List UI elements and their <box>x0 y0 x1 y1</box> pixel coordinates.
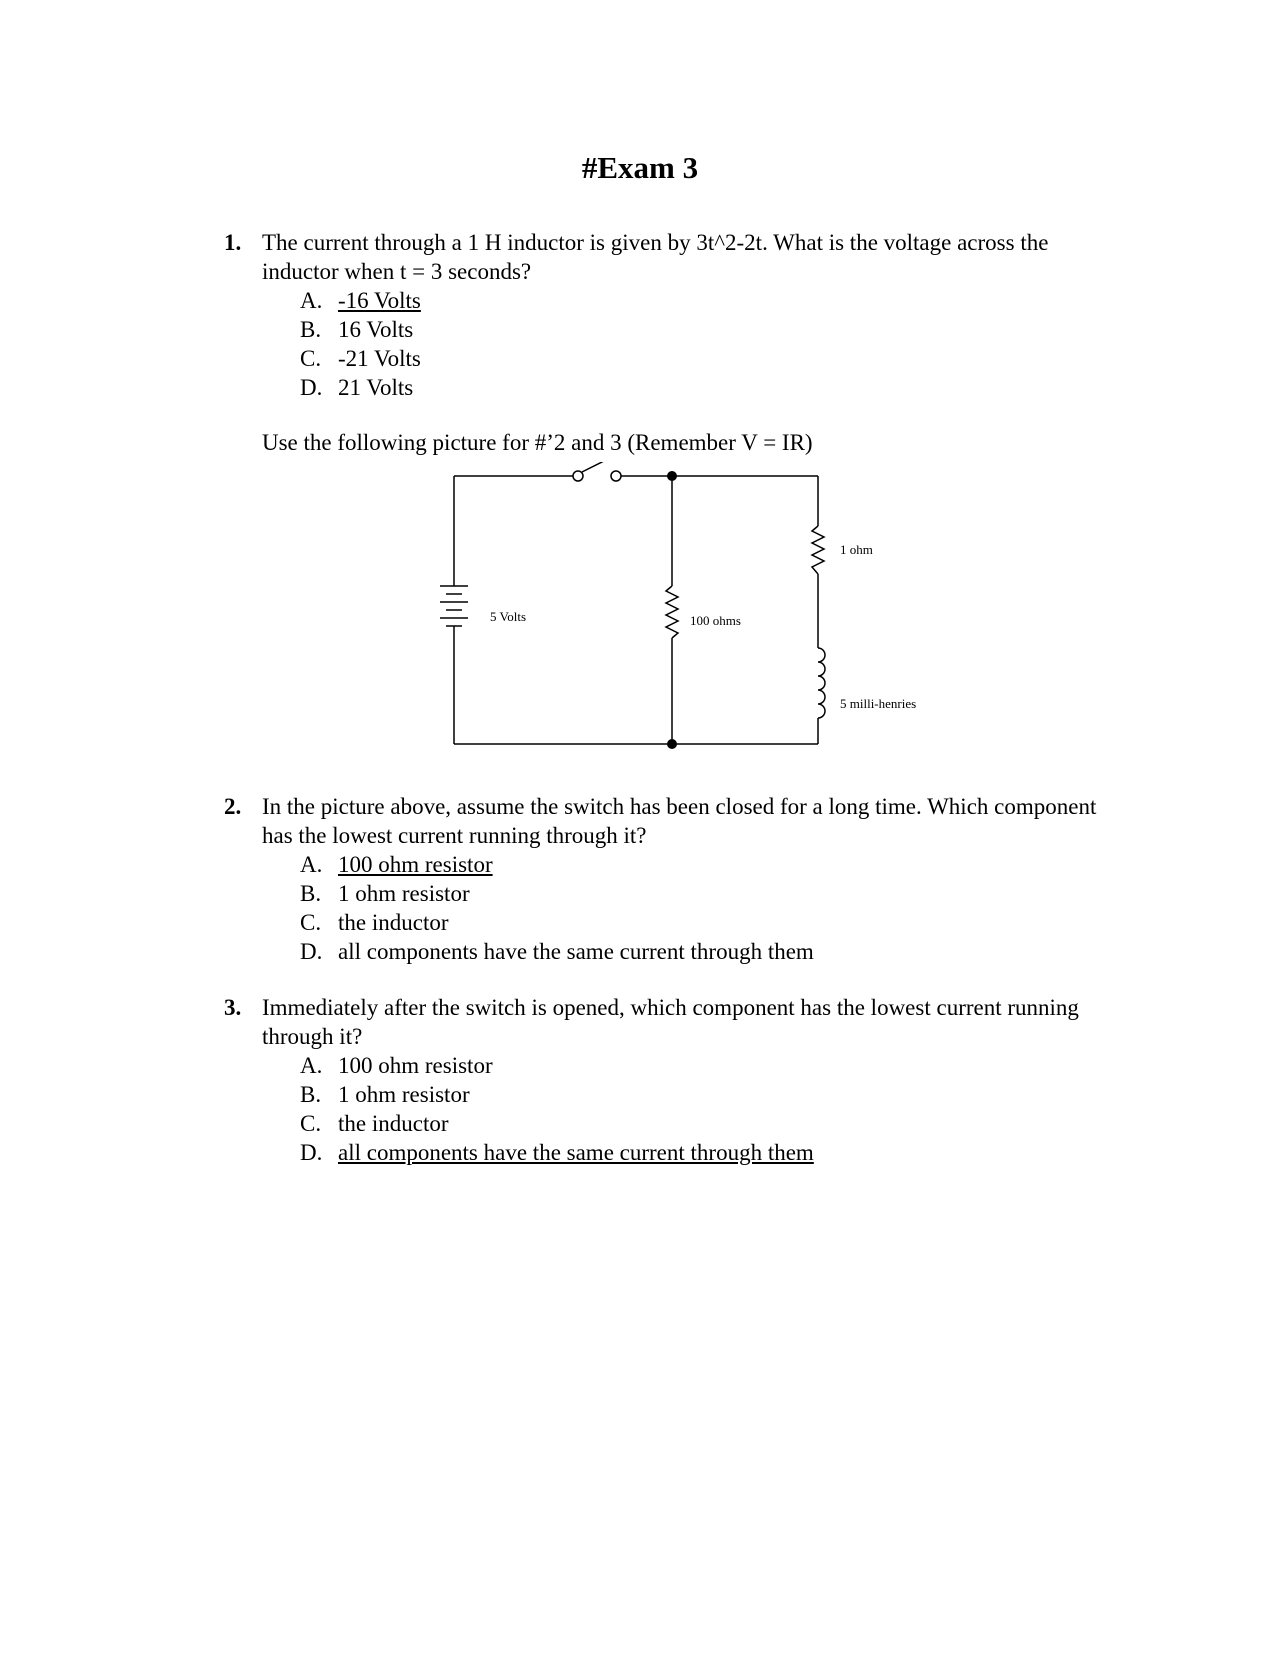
option-letter: B. <box>300 1082 322 1107</box>
option-d[interactable] <box>300 373 1104 402</box>
question-number: 1. <box>224 230 242 255</box>
resistor-1-label: 1 ohm <box>840 542 873 557</box>
junction-dot-top <box>667 471 677 481</box>
circuit-diagram <box>440 462 920 762</box>
question-text: The current through a 1 H inductor is given by 3t^2-2t. What is the voltage across the inductor when t = 3 seconds? <box>262 230 1049 284</box>
inductor-label: 5 milli-henries <box>840 696 917 711</box>
option-letter: C. <box>300 346 322 371</box>
option-text: -21 Volts <box>338 346 421 371</box>
question-3 <box>224 993 1104 1167</box>
option-d[interactable] <box>300 1138 1104 1167</box>
option-letter: D. <box>300 1140 323 1165</box>
circuit-instruction: Use the following picture for #’2 and 3 (Remember V = IR) <box>262 430 813 455</box>
option-letter: B. <box>300 317 322 342</box>
option-b[interactable] <box>300 1080 1104 1109</box>
option-c[interactable] <box>300 1109 1104 1138</box>
question-1 <box>224 228 1104 402</box>
battery-label: 5 Volts <box>490 609 527 624</box>
option-c[interactable] <box>300 908 1104 937</box>
option-letter: A. <box>300 852 323 877</box>
resistor-1-icon <box>812 526 824 574</box>
option-text: -16 Volts <box>338 288 421 313</box>
option-text: 1 ohm resistor <box>338 881 470 906</box>
option-text: 100 ohm resistor <box>338 1053 493 1078</box>
question-text: In the picture above, assume the switch has been closed for a long time. Which component has the lowest current running through it? <box>262 794 1097 848</box>
option-text: the inductor <box>338 910 449 935</box>
junction-dot-bottom <box>667 739 677 749</box>
option-letter: A. <box>300 1053 323 1078</box>
option-text: all components have the same current through them <box>338 939 814 964</box>
question-text: Immediately after the switch is opened, which component has the lowest current running through it? <box>262 995 1079 1049</box>
option-list <box>224 1051 1104 1167</box>
option-letter: B. <box>300 881 322 906</box>
option-list <box>224 850 1104 966</box>
option-text: 21 Volts <box>338 375 414 400</box>
option-a[interactable] <box>300 286 1104 315</box>
option-letter: D. <box>300 939 323 964</box>
option-text: 100 ohm resistor <box>338 852 493 877</box>
resistor-100-label: 100 ohms <box>690 613 741 628</box>
question-number: 2. <box>224 794 242 819</box>
option-letter: D. <box>300 375 323 400</box>
option-text: all components have the same current through them <box>338 1140 814 1165</box>
question-2 <box>224 792 1104 966</box>
option-text: 16 Volts <box>338 317 414 342</box>
option-c[interactable] <box>300 344 1104 373</box>
option-letter: C. <box>300 910 322 935</box>
switch-icon <box>573 462 621 481</box>
option-letter: C. <box>300 1111 322 1136</box>
page-title: #Exam 3 <box>581 150 699 185</box>
option-d[interactable] <box>300 937 1104 966</box>
option-list <box>224 286 1104 402</box>
option-b[interactable] <box>300 879 1104 908</box>
option-a[interactable] <box>300 850 1104 879</box>
option-text: the inductor <box>338 1111 449 1136</box>
resistor-100-icon <box>666 586 678 638</box>
option-a[interactable] <box>300 1051 1104 1080</box>
inductor-icon <box>818 648 825 718</box>
question-number: 3. <box>224 995 242 1020</box>
option-letter: A. <box>300 288 323 313</box>
option-text: 1 ohm resistor <box>338 1082 470 1107</box>
battery-icon <box>440 586 468 634</box>
option-b[interactable] <box>300 315 1104 344</box>
